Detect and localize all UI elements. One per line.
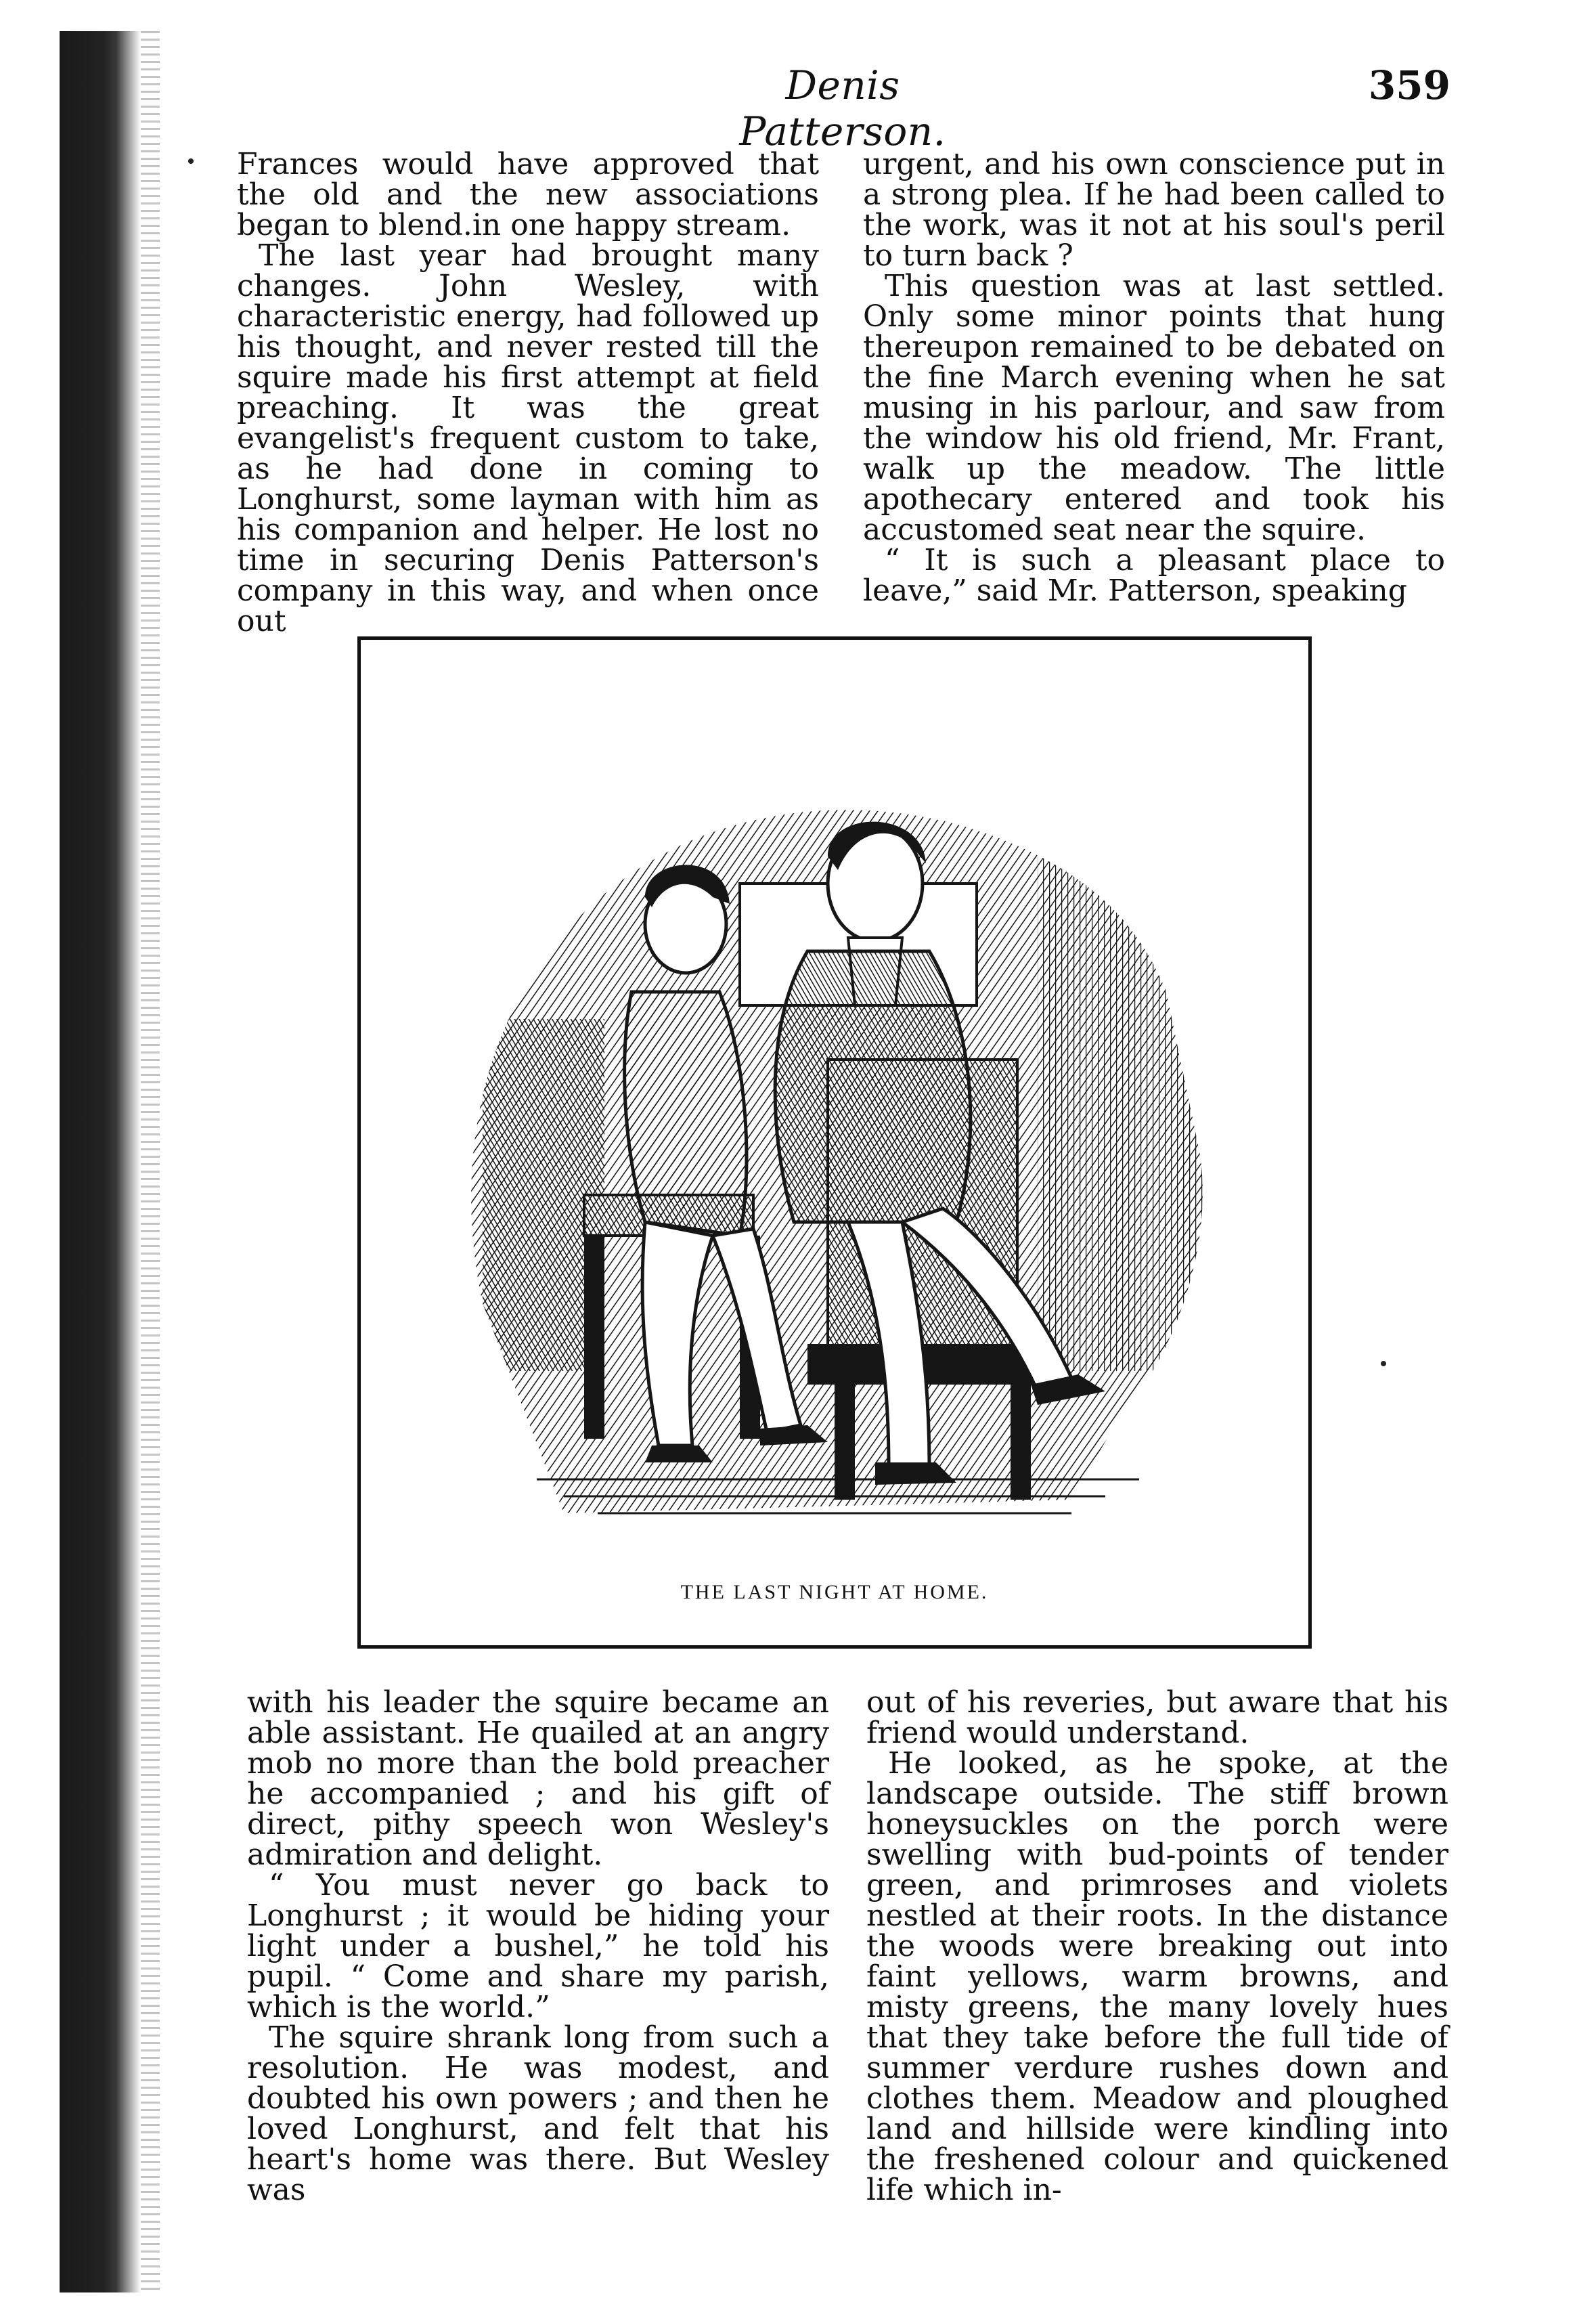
column-top-left (237, 149, 819, 636)
illustration-frame (357, 636, 1312, 1649)
paragraph: urgent, and his own conscience put in a strong plea. If he had been called to the work, was it not at his soul's peril to turn back ? (863, 147, 1445, 273)
figure-caption: THE LAST NIGHT AT HOME. (680, 1581, 989, 1603)
paragraph: He looked, as he spoke, at the landscape outside. The stiff brown honeysuckles on the porch were swelling with bud-points of tender green, and primroses and violets nestled at their roots. In the distance the woods were breaking out into faint yellows, warm browns, and misty greens, the many lovely hues that they take before the full tide of summer verdure rushes down and clothes them. Meadow and ploughed land and hillside were kindling into the freshened colour and quickened life which in- (866, 1746, 1448, 2207)
paragraph: The squire shrank long from such a resolution. He was modest, and doubted his own powers ; and then he loved Longhurst, and felt that his heart's home was there. But Wesley was (247, 2020, 829, 2207)
column-bottom-right (866, 1687, 1448, 2205)
print-speck (1381, 1361, 1386, 1366)
column-bottom-left (247, 1687, 829, 2205)
page-number: 359 (1368, 62, 1450, 108)
column-top-right (863, 149, 1445, 606)
paragraph: This question was at last settled. Only some minor points that hung thereupon remained to be debated on the fine March evening when he sat musing in his parlour, and saw from the window his old friend, Mr. Frant, walk up the meadow. The little apothecary entered and took his accustomed seat near the squire. (863, 269, 1445, 547)
paragraph: “ It is such a pleasant place to leave,” said Mr. Patterson, speaking (863, 543, 1445, 608)
print-speck (188, 158, 194, 164)
paragraph: “ You must never go back to Longhurst ; it would be hiding your light under a bushel,” he told his pupil. “ Come and share my parish, which is the world.” (247, 1868, 829, 2024)
paragraph: with his leader the squire became an able assistant. He quailed at an angry mob no more than the bold preacher he accompanied ; and his gift of direct, pithy speech won Wesley's admiration and delight. (247, 1685, 829, 1872)
paragraph: out of his reveries, but aware that his friend would understand. (866, 1685, 1448, 1750)
page-binding-edge (60, 31, 141, 2292)
running-head: Denis Patterson. (739, 62, 946, 154)
engraving-illustration (361, 640, 1308, 1645)
paragraph: Frances would have approved that the old and the new associations began to blend.in one happy stream. (237, 147, 819, 242)
paragraph: The last year had brought many changes. John Wesley, with characteristic energy, had followed up his thought, and never rested till the squire made his first attempt at field preaching. It was the great evangelist's frequent custom to take, as he had done in coming to Longhurst, some layman with him as his companion and helper. He lost no time in securing Denis Patterson's company in this way, and when once out (237, 238, 819, 638)
